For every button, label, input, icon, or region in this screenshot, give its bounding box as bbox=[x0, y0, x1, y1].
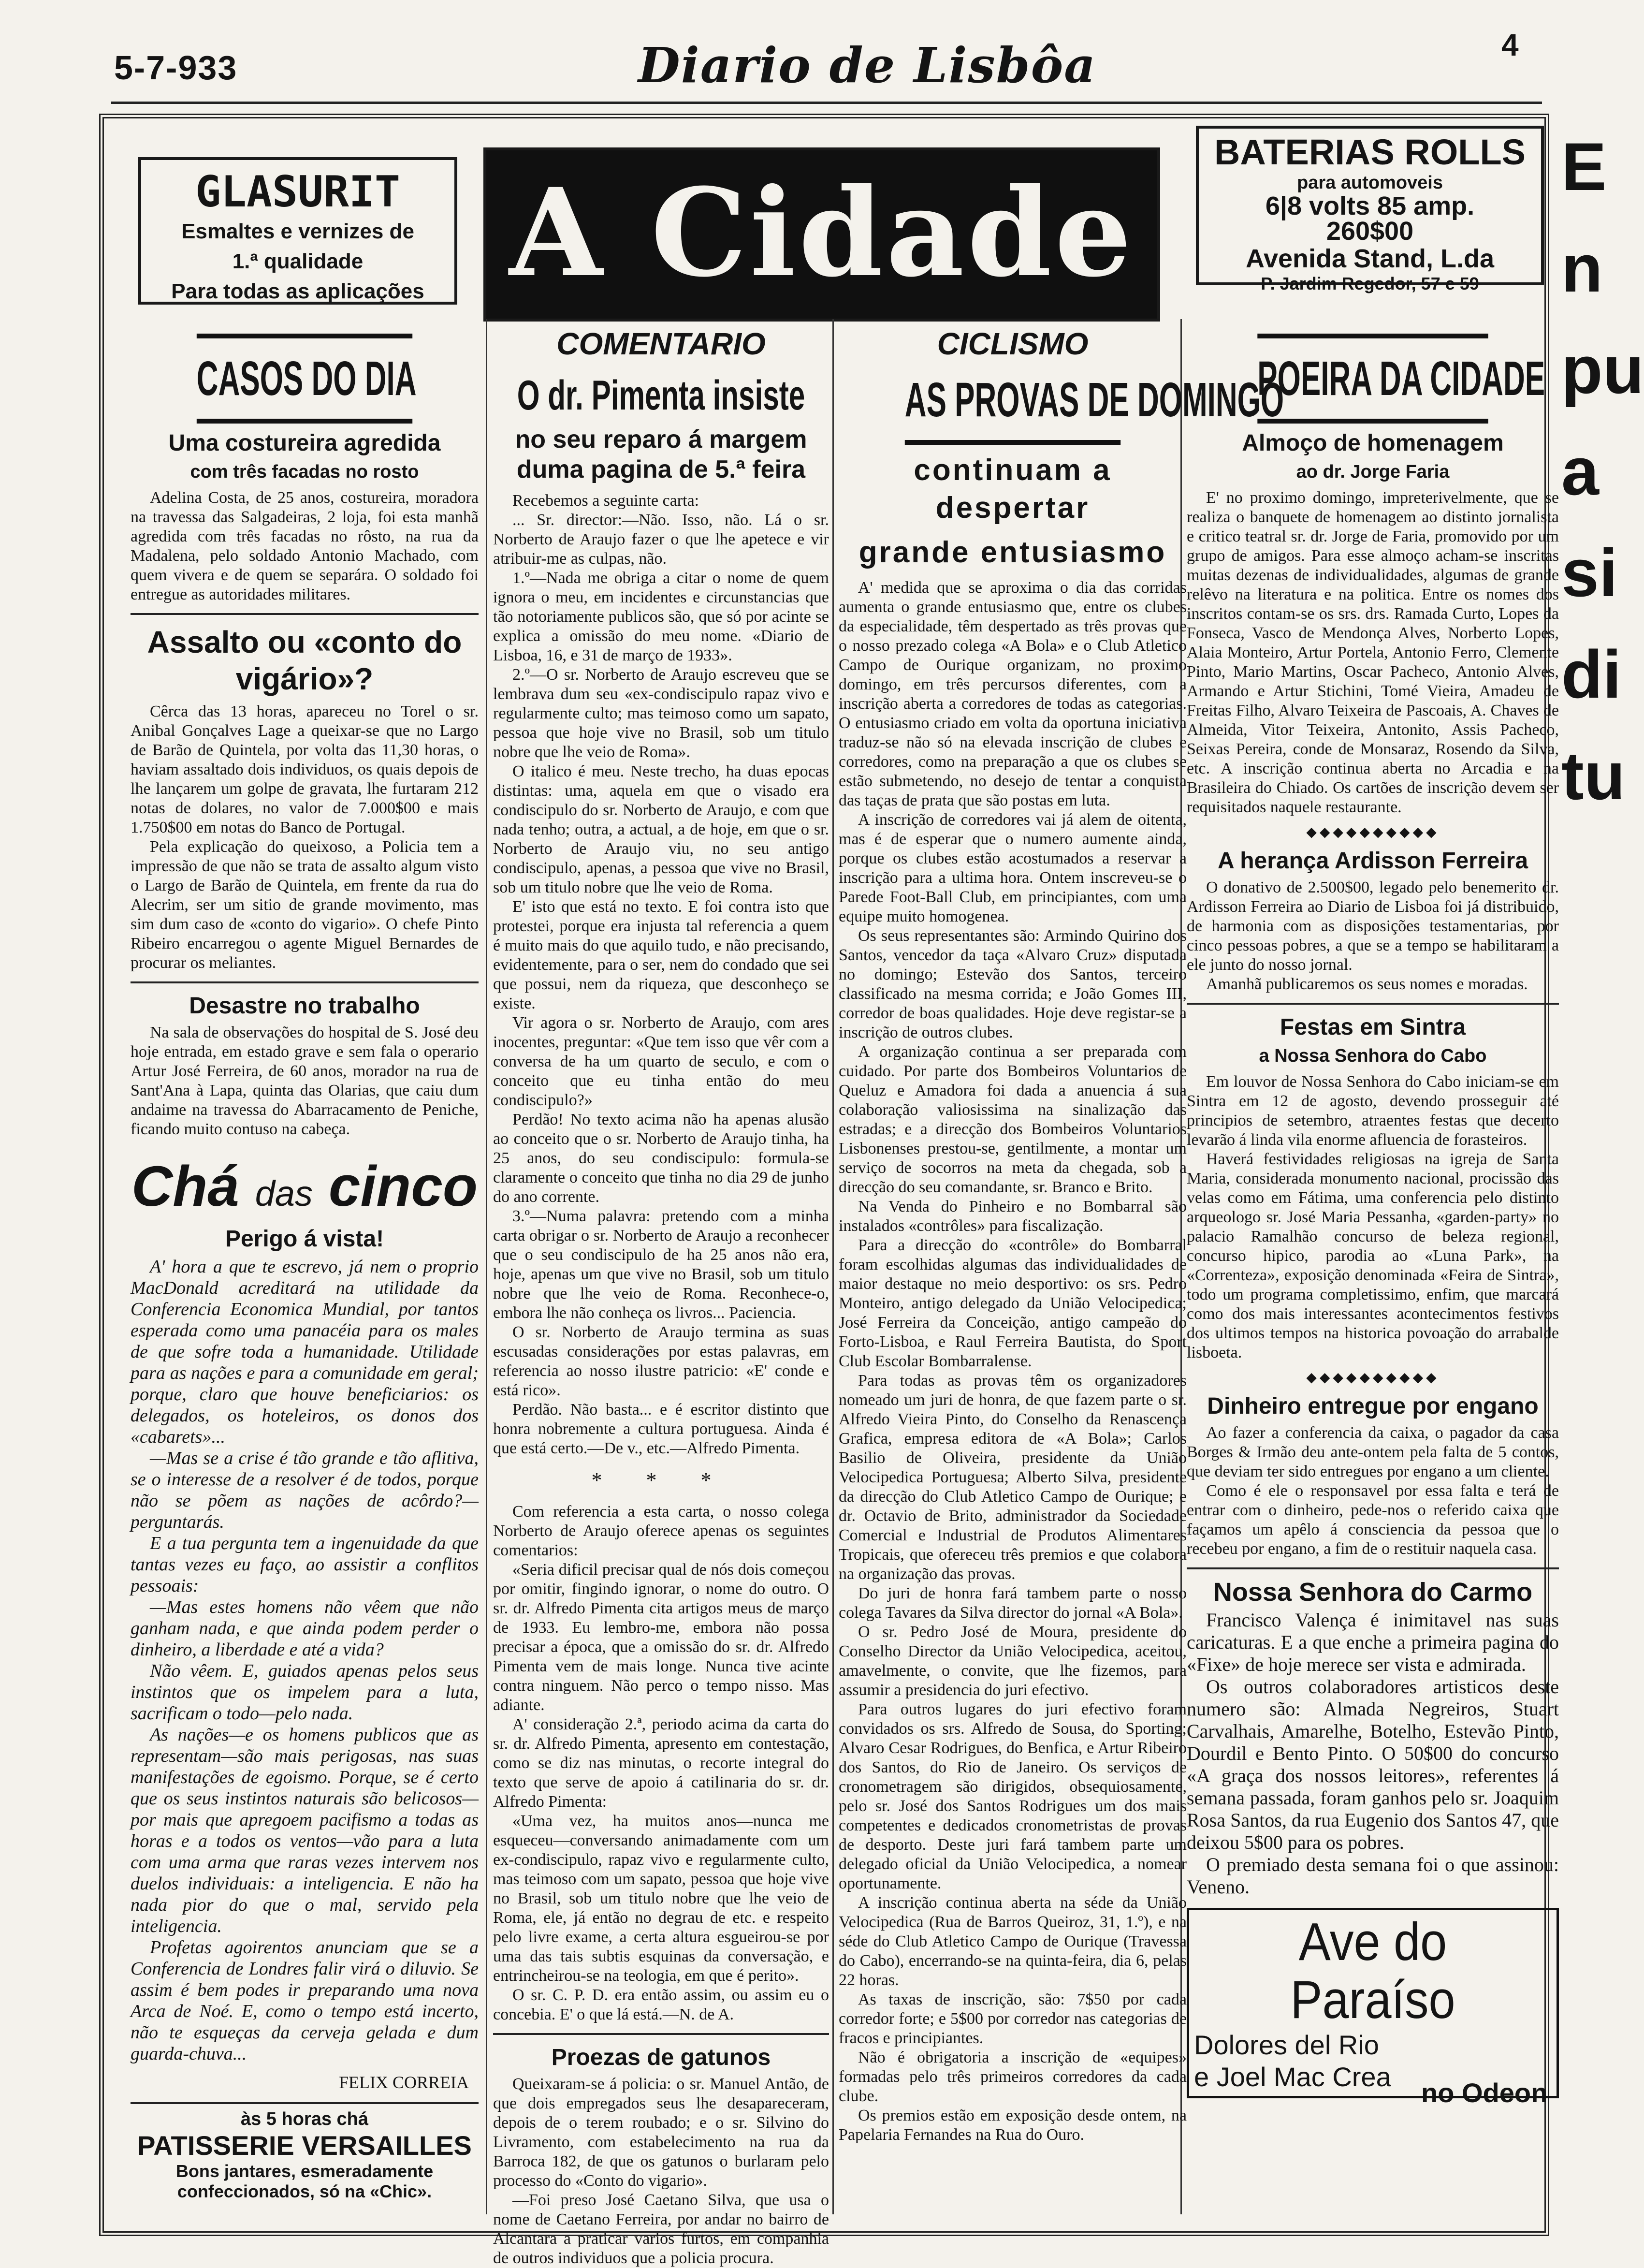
paragraph: Com referencia a esta carta, o nosso colega Norberto de Araujo oferece apenas os seguintes comentarios: bbox=[493, 1503, 829, 1559]
paragraph: Perdão. Não basta... e é escritor distinto que honra nobremente a cultura portuguesa. Ainda é que está certo.—De v., etc.—Alfredo Pimenta. bbox=[493, 1401, 829, 1457]
section-label: COMENTARIO bbox=[556, 326, 766, 361]
paragraph: A organização continua a ser preparada com cuidado. Por parte dos Bombeiros Voluntarios de Queluz e Amadora foi dada a anuencia á sua colaboração valiosissima na sinalização das estradas; e a direcção dos Bombeiros Voluntarios Lisbonenses prestou-se, gentilmente, a montar um serviço de socorros na meta da chegada, sob a direcção do seu comandante, sr. Branco e Brito. bbox=[839, 1043, 1187, 1196]
adjacent-page-strip bbox=[1561, 116, 1644, 2195]
strip-fragment: n bbox=[1561, 230, 1603, 306]
paragraph: As nações—e os homens publicos que as representam—são mais perigosas, nas suas manifestações de egoismo. Porque, se é certo que os seus instintos naturais são belicosos—por mais que apregoem pacifismo a todas as horas e a todos os ventos—vão para a luta com uma arma que raras vezes intervem nos duelos individuais: a inteligencia. E não ha nada pior do que o mal, servido pela inteligencia. bbox=[131, 1725, 479, 1936]
ad-brand: PATISSERIE VERSAILLES bbox=[137, 2130, 472, 2161]
paragraph: A' consideração 2.ª, periodo acima da carta do sr. dr. Alfredo Pimenta, apresento em contestação, como se diz nas minutas, o recorte integral do texto que serve de apoio á catilinaria do sr. dr. Alfredo Pimenta: bbox=[493, 1715, 829, 1811]
article-title: Proezas de gatunos bbox=[551, 2045, 771, 2070]
column-ciclismo bbox=[839, 319, 1284, 2214]
paragraph: 3.º—Numa palavra: pretendo com a minha carta obrigar o sr. Norberto de Araujo a reconhecer que o seu condiscipulo de ha 25 anos não era, hoje, apenas um que vive no Brasil, sob um titulo nobre que lhe veio de Roma. Reconhece-o, embora lhe não conheça os livros... Paciencia. bbox=[493, 1207, 829, 1322]
paragraph: E' no proximo domingo, impreterivelmente, que se realiza o banquete de homenagem ao distinto jornalista e critico teatral sr. dr. Jorge de Faria, promovido por um grupo de amigos. Para esse almoço acham-se inscritas muitas dezenas de individualidades, algumas de grande relêvo na literatura e na politica. Entre os nomes dos inscritos contam-se os srs. drs. Ramada Curto, Lopes da Fonseca, Vasco de Mendonça Alves, Norberto Lopes, Alaia Monteiro, Artur Portela, Antonio Ferro, Clemente Pinto, Mario Martins, Oscar Pacheco, Antonio Alves, Armando e Artur Stichini, Tomé Vieira, Amadeu de Freitas Filho, Alvaro Teixeira de Pascoais, A. Chaves de Almeida, Vitor Teixeira, Antonito, Assis Pacheco, Seixas Pereira, conde de Monsaraz, Rosendo da Silva, etc. A inscrição continua aberta no Arcadia e na Brasileira do Chiado. Os cartões de inscrição devem ser requisitados naquele restaurante. bbox=[1187, 489, 1559, 816]
glasurit-line: Esmaltes e vernizes de bbox=[181, 219, 414, 243]
article-body: Adelina Costa, de 25 anos, costureira, moradora na travessa das Salgadeiras, 2 loja, foi esta manhã agredida com três facadas no rôsto, na rua da Madalena, pelo soldado Antonio Machado, com quem vivera e de quem se separára. O soldado foi entregue as autoridades militares. bbox=[131, 489, 479, 603]
section-header-a-cidade bbox=[483, 147, 1160, 322]
paragraph: Para outros lugares do juri efectivo foram convidados os srs. Alfredo de Sousa, do Sporting; Alvaro Cesar Rodrigues, do Benfica, e Artur Ribeiro dos Santos, do Rio de Janeiro. Os serviços de cronometragem são dirigidos, obsequiosamente, pelo sr. José dos Santos Rodrigues um dos mais competentes e dedicados cronometristas de provas de desporto. Deste juri fará tambem parte um delegado oficial da União Velocipedica, a nomear oportunamente. bbox=[839, 1700, 1187, 1892]
paragraph: Amanhã publicaremos os seus nomes e moradas. bbox=[1206, 975, 1528, 993]
glasurit-line: Para todas as aplicações bbox=[171, 279, 424, 303]
section-label: CICLISMO bbox=[937, 326, 1089, 361]
ad-line: às 5 horas chá bbox=[240, 2109, 369, 2129]
paragraph: O sr. C. P. D. era então assim, ou assim eu o concebia. E' o que lá está.—N. de A. bbox=[493, 1986, 829, 2023]
baterias-line: Avenida Stand, L.da bbox=[1245, 244, 1495, 273]
masthead-rule bbox=[111, 102, 1542, 104]
strip-fragment: tu bbox=[1561, 738, 1626, 814]
column-poeira-da-cidade bbox=[1187, 319, 1559, 2214]
patisserie-ad bbox=[131, 2102, 479, 2202]
article-body: Na sala de observações do hospital de S. José deu hoje entrada, em estado grave e sem fala o operario Artur José Ferreira, de 60 anos, morador na rua de Sant'Ana à Lapa, quinta das Olarias, que caiu dum andaime na travessa do Abarracamento de Peniche, ficando muito contuso na cabeça. bbox=[131, 1024, 479, 1138]
article-body: Cêrca das 13 horas, apareceu no Torel o sr. Anibal Gonçalves Lage a queixar-se que no Largo de Barão de Quintela, por volta das 11,30 horas, o haviam assaltado dois individuos, os quais depois de lhe lançarem um golpe de gravata, lhe furtaram 212 notas de dolares, no valor de 7.000$00 e mais 1.750$00 em notas do Banco de Portugal. bbox=[131, 702, 479, 836]
article-subtitle: com três facadas no rosto bbox=[190, 462, 419, 482]
section-title: A Cidade bbox=[509, 161, 1135, 304]
paragraph: O donativo de 2.500$00, legado pelo benemerito dr. Ardisson Ferreira ao Diario de Lisboa foi já distribuido, de harmonia com as disposições testamentarias, por cinco pessoas pobres, a que se a tempo se habilitaram a ele junto do nosso jornal. bbox=[1187, 878, 1559, 974]
paragraph: A' medida que se aproxima o dia das corridas aumenta o grande entusiasmo que, entre os clubes da especialidade, têm despertado as três provas que o nosso prezado colega «A Bola» e o Club Atletico Campo de Ourique organizam, no proximo domingo, em três percursos diferentes, com a inscrição aberta a corredores de todas as categorias. O entusiasmo criado em volta da oportuna iniciativa traduz-se não só na elevada inscrição de clubes e corredores, como na preparação a que os clubes se estão submetendo, no desejo de tentar a conquista das taças de prata que são postas em luta. bbox=[839, 579, 1187, 809]
paragraph: —Foi preso José Caetano Silva, que usa o nome de Caetano Ferreira, por andar no bairro de Alcantara a praticar varios furtos, em companhia de outros individuos que a policia procura. bbox=[493, 2191, 829, 2267]
paragraph: Perdão! No texto acima não ha apenas alusão ao conceito que o sr. Norberto de Araujo tinha, ha 25 anos, do seu condiscipulo: formula-se claramente o conceito que tinha no dia 29 de junho do ano corrente. bbox=[493, 1111, 829, 1206]
paragraph: O sr. Pedro José de Moura, presidente do Conselho Director da União Velocipedica, aceitou, amavelmente, o convite, que lhe fizemos, para assumir a presidencia do juri efectivo. bbox=[839, 1623, 1187, 1699]
paragraph: O sr. Norberto de Araujo termina as suas escusadas considerações por estas palavras, em referencia ao nosso ilustre patricio: «E' conde e está rico». bbox=[493, 1323, 829, 1399]
paragraph: Na Venda do Pinheiro e no Bombarral são instalados «contrôles» para fiscalização. bbox=[839, 1198, 1187, 1235]
paragraph: Não vêem. E, guiados apenas pelos seus instintos que os impelem para a luta, sacrificam o todo—pelo nada. bbox=[131, 1661, 479, 1724]
paragraph: Para todas as provas têm os organizadores nomeado um juri de honra, de que fazem parte o sr. Alfredo Vieira Pinto, do Conselho da Renascença Grafica, empresa editora de «A Bola»; Carlos Basilio de Oliveira, presidente da União Velocipedica Portuguesa; Alberto Silva, presidente da direcção do Club Atletico Campo de Ourique; e dr. Octavio de Brito, administrador da Sociedade Comercial e Industrial de Produtos Alimentares Tropicais, que ofereceu três premios e que colabora na organização das provas. bbox=[839, 1372, 1187, 1583]
article-title: Assalto ou «conto do vigário»? bbox=[147, 625, 462, 696]
cha-das-cinco-title bbox=[131, 1154, 479, 1219]
film-title: Ave do Paraíso bbox=[1290, 1912, 1455, 2030]
paragraph: Os seus representantes são: Armindo Quirino dos Santos, vencedor da taça «Alvaro Cruz» disputada no domingo; Estevão dos Santos, terceiro classificado na mesma corrida; e João Gomes III, corredor de boas qualidades. Hoje deve registar-se a inscrição de outros clubes. bbox=[839, 927, 1187, 1041]
article-subtitle: no seu reparo á margem duma pagina de 5.ª feira bbox=[515, 425, 807, 483]
paragraph: —Mas se a crise é tão grande e tão aflitiva, se o interesse de a resolver é de todos, porque não se põem as nações de acôrdo?—perguntarás. bbox=[131, 1448, 479, 1532]
column-subtitle: Perigo á vista! bbox=[225, 1226, 384, 1252]
section-break: * * * bbox=[591, 1468, 731, 1492]
paragraph: A inscrição continua aberta na séde da União Velocipedica (Rua de Barros Queiroz, 31, 1.º), e na séde do Club Atletico Campo de Ourique (Travessa do Cabo), encerrando-se na quinta-feira, dia 6, pelas 22 horas. bbox=[839, 1894, 1187, 1989]
strip-fragment: si bbox=[1561, 535, 1618, 611]
glasurit-brand: GLASURIT bbox=[195, 167, 400, 217]
film-venue: no Odeon bbox=[1421, 2078, 1548, 2108]
baterias-line: 6|8 volts 85 amp. bbox=[1265, 191, 1475, 220]
column-rule bbox=[486, 319, 487, 2214]
divider bbox=[1187, 1003, 1559, 1005]
paragraph: Queixaram-se á policia: o sr. Manuel Antão, de que dois empregados seus lhe desapareceram, depois de o terem roubado; e o sr. Silvino do Livramento, com estabelecimento na rua da Barroca 182, de que os gatunos o burlaram pelo processo do «Conto do vigario». bbox=[493, 2075, 829, 2190]
article-subtitle: grande entusiasmo bbox=[858, 536, 1167, 569]
article-subtitle: a Nossa Senhora do Cabo bbox=[1259, 1046, 1487, 1066]
paragraph: 2.º—O sr. Norberto de Araujo escreveu que se lembrava dum seu «ex-condiscipulo rapaz vivo e regularmente culto; mas teimoso como um sapato, pessoa que hoje vive no Brasil, sob um titulo nobre que lhe veio de Roma». bbox=[493, 666, 829, 761]
column-comentario bbox=[493, 319, 829, 2267]
poeira-da-cidade-banner: POEIRA DA CIDADE bbox=[1257, 334, 1488, 424]
baterias-brand: BATERIAS ROLLS bbox=[1214, 132, 1526, 172]
paragraph: Não é obrigatoria a inscrição de «equipes» formadas pelo três primeiros corredores da cada clube. bbox=[839, 2049, 1187, 2105]
article-title: Festas em Sintra bbox=[1280, 1014, 1466, 1040]
glasurit-ad bbox=[138, 157, 457, 305]
article-body: Pela explicação do queixoso, a Policia tem a impressão de que não se trata de assalto algum visto o Largo de Barão de Quintela, em frente da rua do Alecrim, ser um sitio de grande movimento, mas sim dum caso de «conto do vigario». O chefe Pinto Ribeiro encarregou o agente Miguel Bernardes de procurar os meliantes. bbox=[131, 838, 479, 972]
article-title: Desastre no trabalho bbox=[189, 993, 420, 1019]
newspaper-title: Diario de Lisbôa bbox=[638, 37, 1097, 94]
ad-line: Bons jantares, esmeradamente confeccionados, só na «Chic». bbox=[175, 2161, 434, 2201]
article-subtitle: continuam a despertar bbox=[914, 454, 1112, 525]
paragraph: Profetas agoirentos anunciam que se a Conferencia de Londres falir virá o diluvio. Se assim é bem podes ir preparando uma nova Arca de Noé. E, como o tempo está incerto, não te esqueças da cerveja gelada e dum guarda-chuva... bbox=[131, 1937, 479, 2064]
paragraph: As taxas de inscrição, são: 7$50 por cada corredor forte; e 5$00 por corredor nas categorias de fracos e principiantes. bbox=[839, 1990, 1187, 2047]
paragraph: E a tua pergunta tem a ingenuidade da que tantas vezes eu faço, ao assistir a conflitos pessoais: bbox=[131, 1533, 479, 1596]
article-title: Almoço de homenagem bbox=[1242, 430, 1504, 456]
baterias-address: P. Jardim Regedor, 57 e 59 bbox=[1261, 274, 1479, 293]
article-title: Uma costureira agredida bbox=[168, 430, 441, 456]
baterias-line: para automoveis bbox=[1297, 173, 1443, 193]
article-title: AS PROVAS DE DOMINGO bbox=[905, 368, 1120, 445]
paragraph: Haverá festividades religiosas na igreja de Santa Maria, considerada monumento nacional, procissão das velas como em Fátima, uma conferencia pelo distinto arqueologo sr. José Maria Pessanha, «garden-party» no palacio Ramalhão concurso de beleza regional, concurso hipico, parodia ao «Luna Park», na «Correnteza», exposição denominada «Feira de Sintra», todo um programa completissimo, enfim, que marcará como dos mais interessantes acontecimentos festivos dos ultimos tempos na historica povoação do arrabalde lisboeta. bbox=[1187, 1150, 1559, 1361]
article-subtitle: ao dr. Jorge Faria bbox=[1296, 462, 1450, 482]
ornament-divider: ◆◆◆◆◆◆◆◆◆◆ bbox=[1306, 1370, 1440, 1385]
paragraph: «Uma vez, ha muitos anos—nunca me esqueceu—conversando animadamente com um ex-condiscipulo, rapaz vivo e regularmente culto, mas teimoso com um sapato, pessoa que hoje vive no Brasil, sob um titulo nobre que lhe veio de Roma, ele, já então no degrau de etc. e respeito pelo livre exame, a certa altura esgueirou-se por uma das tais subtis esquinas da conversação, e entrincheirou-se na teologia, em que é perito». bbox=[493, 1812, 829, 1985]
cha-title-word: das bbox=[255, 1173, 313, 1214]
strip-fragment: a bbox=[1561, 433, 1599, 509]
strip-fragment: E bbox=[1561, 129, 1607, 205]
cha-title-word: cinco bbox=[328, 1155, 478, 1218]
baterias-rolls-ad bbox=[1196, 126, 1544, 293]
strip-fragment: di bbox=[1561, 636, 1622, 712]
issue-date: 5-7-933 bbox=[114, 49, 238, 87]
ornament-divider: ◆◆◆◆◆◆◆◆◆◆ bbox=[1306, 825, 1440, 840]
paragraph: Do juri de honra fará tambem parte o nosso colega Tavares da Silva director do jornal «A Bola». bbox=[839, 1584, 1187, 1622]
paragraph: Recebemos a seguinte carta: bbox=[512, 492, 699, 510]
paragraph: A inscrição de corredores vai já alem de oitenta, mas é de esperar que o numero aumente ainda, porque os clubes estão acostumados a reservar a inscrição para a ultima hora. Ontem inscreveu-se o Parede Foot-Ball Club, em principiantes, com uma equipe muito homogenea. bbox=[839, 811, 1187, 925]
column-rule bbox=[832, 319, 834, 2214]
paragraph: Os outros colaboradores artisticos deste numero são: Almada Negreiros, Stuart Carvalhais, Amarelhe, Botelho, Estevão Pinto, Dourdil e Bento Pinto. O 50$00 do concurso «A graça dos nossos leitores», referentes á semana passada, foram ganhos pelo sr. Joaquim Rosa Santos, da rua Eugenio dos Santos 47, que deixou 5$00 para os pobres. bbox=[1187, 1676, 1559, 1853]
paragraph: Os premios estão em exposição desde ontem, na Papelaria Fernandes na Rua do Ouro. bbox=[839, 2107, 1187, 2144]
film-cast: Dolores del Rio bbox=[1194, 2030, 1379, 2060]
divider bbox=[1187, 1567, 1559, 1569]
paragraph: Em louvor de Nossa Senhora do Cabo iniciam-se em Sintra em 12 de agosto, devendo prosseguir até principios de setembro, atraentes festas que decerto levarão á linda vila enorme afluencia de forasteiros. bbox=[1187, 1073, 1559, 1149]
paragraph: —Mas estes homens não vêem que não ganham nada, e que ainda podem perder o dinheiro, a liberdade e até a vida? bbox=[131, 1597, 479, 1660]
page-number: 4 bbox=[1501, 28, 1519, 62]
casos-do-dia-banner: CASOS DO DIA bbox=[197, 334, 412, 424]
paragraph: Ao fazer a conferencia da caixa, o pagador da casa Borges & Irmão deu ante-ontem pela falta de 5 contos, que deviam ter sido entregues por engano a um cliente. bbox=[1187, 1424, 1559, 1480]
article-title: A herança Ardisson Ferreira bbox=[1217, 848, 1528, 874]
divider bbox=[131, 981, 479, 983]
paragraph: Francisco Valença é inimitavel nas suas caricaturas. E a que enche a primeira pagina do «Fixe» de hoje merece ser vista e admirada. bbox=[1187, 1609, 1559, 1675]
article-title: O dr. Pimenta insiste bbox=[517, 372, 805, 419]
strip-fragment: pu bbox=[1561, 332, 1644, 408]
paragraph: ... Sr. director:—Não. Isso, não. Lá o sr. Norberto de Araujo fazer o que lhe apetece e vir atribuir-me as culpas, não. bbox=[493, 511, 829, 568]
paragraph: «Seria dificil precisar qual de nós dois começou por omitir, fingindo ignorar, o nome do outro. O sr. dr. Alfredo Pimenta cita artigos meus de março de 1933. Eu lembro-me, embora não possa precisar a época, que a omissão do sr. dr. Alfredo Pimenta vem de mais longe. Nunca tive acinte contra ninguem. Não perco o tempo nisso. Mas adiante. bbox=[493, 1561, 829, 1714]
article-title: Nossa Senhora do Carmo bbox=[1213, 1578, 1533, 1607]
paragraph: Vir agora o sr. Norberto de Araujo, com ares inocentes, preguntar: «Que tem isso que vêr com a conversa de ha um quarto de seculo, e com o conceito que eu tinha então do meu condiscipulo?» bbox=[493, 1014, 829, 1109]
ave-do-paraiso-ad bbox=[1187, 1908, 1559, 2098]
cha-title-word: Chá bbox=[131, 1155, 239, 1218]
paragraph: O premiado desta semana foi o que assinou: Veneno. bbox=[1187, 1854, 1559, 1898]
article-title: Dinheiro entregue por engano bbox=[1207, 1393, 1539, 1419]
paragraph: 1.º—Nada me obriga a citar o nome de quem ignora o meu, em incidentes e circunstancias que tão notoriamente publicos são, que só por acinte se explica a omissão do meu nome. «Diario de Lisboa, 16, e 31 de março de 1933». bbox=[493, 569, 829, 664]
baterias-price: 260$00 bbox=[1326, 217, 1414, 246]
divider bbox=[131, 613, 479, 615]
film-cast: e Joel Mac Crea bbox=[1194, 2062, 1391, 2092]
column-casos-do-dia bbox=[131, 319, 479, 2214]
paragraph: A' hora a que te escrevo, já nem o proprio MacDonald acreditará na utilidade da Conferencia Economica Mundial, por tantos esperada como uma panacéia para os males de que sofre toda a humanidade. Utilidade para as nações e para a comunidade em geral; porque, claro que houve beneficiarios: os delegados, os hoteleiros, os donos dos «cabarets»... bbox=[131, 1257, 479, 1447]
paragraph: E' isto que está no texto. E foi contra isto que protestei, porque era injusta tal referencia a quem é muito mais do que aquilo tudo, e não precisando, evidentemente, para o ser, nem do condado que sei que possui, nem da riqueza, que desconheço se existe. bbox=[493, 898, 829, 1012]
paragraph: Como é ele o responsavel por essa falta e terá de entrar com o dinheiro, pede-nos o referido caixa que façamos um apêlo á consciencia da pessoa que o recebeu por engano, a fim de o restituir naquela casa. bbox=[1187, 1482, 1559, 1558]
paragraph: Para a direcção do «contrôle» do Bombarral foram escolhidas algumas das individualidades de maior destaque no meio desportivo: os srs. Pedro Monteiro, antigo delegado da União Velocipedica; José Ferreira da Conceição, antigo campeão do Forto-Lisboa, e Raul Ferreira Bautista, do Sport Club Escolar Bombarralense. bbox=[839, 1236, 1187, 1370]
glasurit-line: 1.ª qualidade bbox=[232, 249, 364, 273]
paragraph: O italico é meu. Neste trecho, ha duas epocas distintas: uma, aquela em que o visado era condiscipulo do sr. Norberto de Araujo, e com que nada tenho; outra, a actual, a de hoje, em que o sr. Norberto de Araujo viu, no seu antigo condiscipulo, apenas, a pessoa que vive no Brasil, sob um titulo nobre que lhe veio de Roma. bbox=[493, 762, 829, 896]
author-signature: FELIX CORREIA bbox=[339, 2073, 469, 2092]
cha-das-cinco-body bbox=[131, 1256, 479, 2064]
divider bbox=[493, 2033, 829, 2035]
